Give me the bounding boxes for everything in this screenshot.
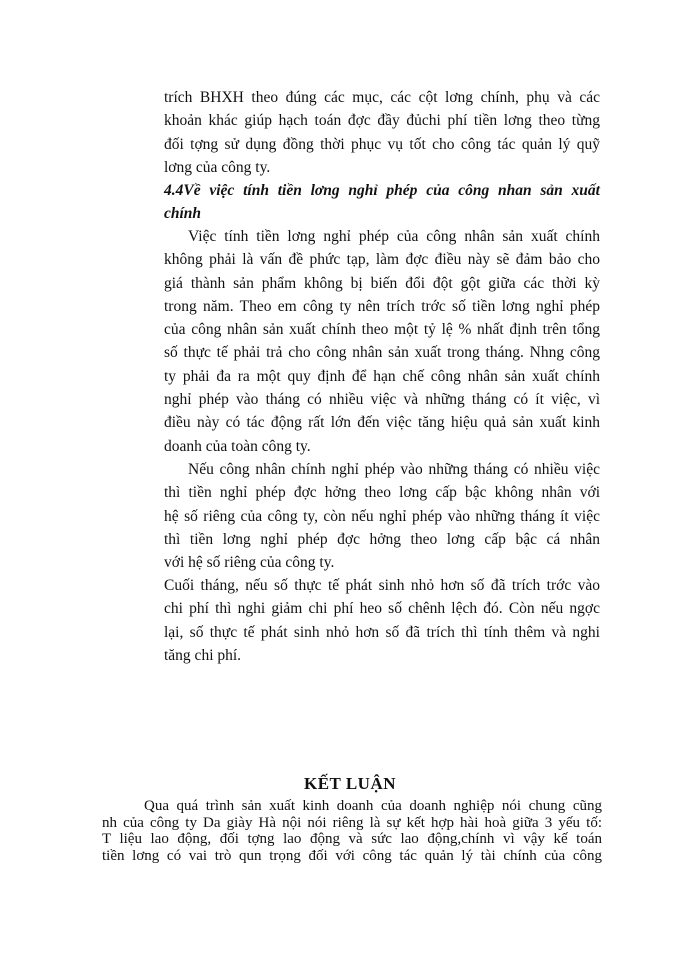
text-line: nh của công ty Da giày Hà nội nói riêng là sự kết hợp hài hoà giữa 3 yếu tố: (102, 814, 602, 831)
text-line: khoản khác giúp hạch toán đợc đầy đủchi phí tiền lơng theo từng (164, 112, 600, 130)
text-line: Qua quá trình sản xuất kinh doanh của doanh nghiệp nói chung cũng (144, 798, 602, 814)
text-line: hệ số riêng của công ty, còn nếu nghỉ phép vào những tháng ít việc (164, 507, 600, 525)
text-line: thì tiền lơng nghỉ phép đợc hởng theo lơng cấp bậc cá nhân (164, 530, 600, 548)
text-line: trích BHXH theo đúng các mục, các cột lơng chính, phụ và các (164, 89, 600, 106)
conclusion-title: KẾT LUẬN (303, 774, 396, 793)
paragraph-leave-months (164, 458, 600, 574)
heading-line: chính (164, 205, 202, 223)
text-line: doanh của toàn công ty. (164, 437, 311, 455)
text-line: T liệu lao động, đối tợng lao động và sức lao động,chính vì vậy kế toán (102, 831, 602, 847)
paragraph-leave-pay (164, 225, 600, 458)
text-line: điều này có tác động rất lớn đến việc tăng hiệu quả sản xuất kinh (164, 414, 600, 432)
text-line: lơng của công ty. (164, 158, 271, 176)
text-line: với hệ số riêng của công ty. (164, 554, 335, 572)
text-line: trong năm. Theo em công ty nên trích trớc số tiền lơng nghỉ phép (164, 297, 600, 315)
text-line: tiền lơng có vai trò qun trọng đối với công tác quản lý tài chính của công (102, 847, 602, 864)
text-line: tăng chi phí. (164, 646, 242, 664)
section-heading-4-4 (164, 179, 600, 226)
text-line: Nếu công nhân chính nghỉ phép vào những tháng có nhiều việc (188, 461, 600, 478)
text-line: giá thành sản phẩm không bị biến đổi đột gột giữa các thời kỳ (164, 274, 600, 292)
text-line: của công nhân sản xuất chính theo một tỷ lệ % nhất định trên tổng (164, 321, 600, 339)
text-line: ty phải đa ra một quy định để hạn chế công nhân sản xuất chính (164, 367, 600, 385)
text-line: số thực tế phải trả cho công nhân sản xuất trong tháng. Nhng công (164, 344, 600, 362)
text-line: Việc tính tiền lơng nghỉ phép của công nhân sản xuất chính (188, 228, 600, 245)
text-line: chi phí thì nghi giảm chi phí heo số chênh lệch đó. Còn nếu ngợc (164, 600, 600, 618)
paragraph-month-end (164, 574, 600, 667)
text-line: thì tiền nghỉ phép đợc hởng theo lơng cấp bậc không nhân với (164, 484, 600, 502)
text-line: lại, số thực tế phát sinh nhỏ hơn số đã trích thì tính thêm và nghi (164, 623, 600, 641)
text-line: đối tợng sử dụng đồng thời phục vụ tốt cho công tác quản lý quỹ (164, 135, 600, 153)
conclusion-paragraph (102, 798, 602, 864)
heading-line: 4.4Về việc tính tiền lơng nghỉ phép của công nhan sản xuất (164, 182, 600, 199)
text-line: nghỉ phép vào tháng có nhiều việc và những tháng có ít việc, vì (164, 391, 600, 409)
paragraph-bhxh (164, 86, 600, 179)
text-line: không phải là vấn đề phức tạp, làm đợc điều này sẽ đảm bảo cho (164, 251, 600, 269)
text-line: Cuối tháng, nếu số thực tế phát sinh nhỏ hơn số đã trích trớc vào (164, 577, 600, 594)
